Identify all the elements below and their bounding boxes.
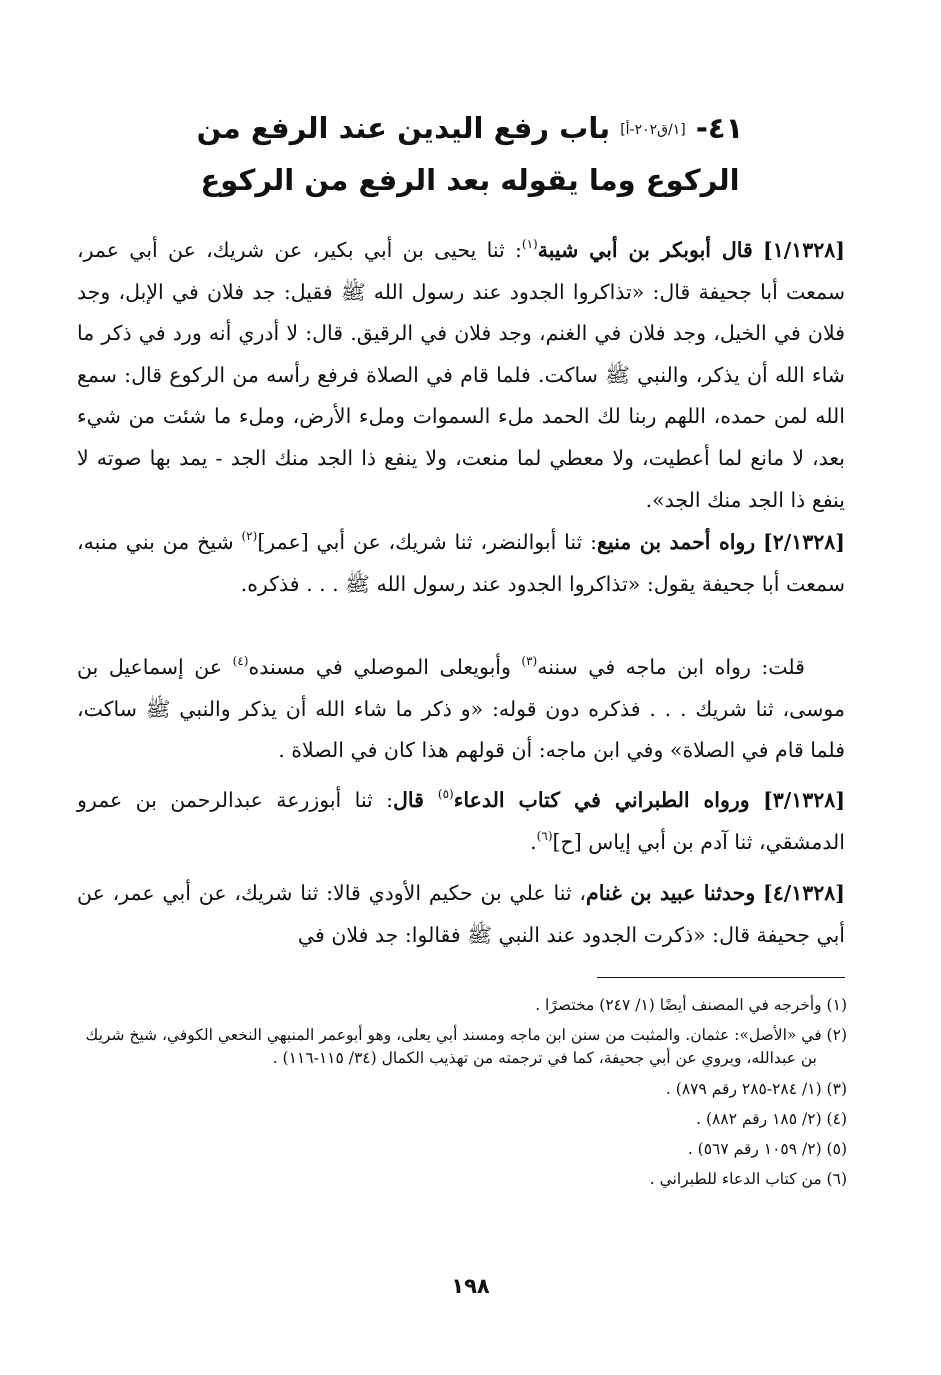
footnote-5: (٥) (٢/ ١٠٥٩ رقم ٥٦٧) .	[687, 1140, 847, 1158]
hadith-body-2a: : ثنا أبوالنضر، ثنا شريك، عن أبي [عمر]	[257, 530, 598, 554]
footnote-marker-3: (٣)	[521, 654, 538, 668]
hadith-body-2b: شيخ من بني منبه، سمعت أبا جحيفة يقول: «تذاكروا الجدود عند رسول الله ﷺ . . . فذكره.	[77, 530, 845, 596]
commentary-paragraph	[77, 647, 845, 772]
footnote-marker-1: (١)	[521, 237, 538, 251]
footnote-marker-2: (٢)	[241, 529, 258, 543]
hadith-body-3a: : ثنا أبوزرعة عبدالرحمن بن عمرو الدمشقي، ثنا آدم بن أبي إياس [ح]	[77, 788, 845, 854]
hadith-ref-2: [٢/١٣٢٨]	[763, 530, 845, 554]
hadith-ref-4: [٤/١٣٢٨]	[763, 881, 845, 905]
commentary-body-c: عن إسماعيل بن موسى، ثنا شريك . . . فذكره دون قوله: «و ذكر ما شاء الله أن يذكر والنبي ﷺ ساكت، فلما قام في الصلاة» وفي ابن ماجه: أن قولهم هذا كان في الصلاة .	[77, 655, 845, 763]
hadith-ref-1: [١/١٣٢٨]	[763, 238, 845, 262]
hadith-lead-3b: قال	[392, 788, 438, 812]
hadith-paragraph-1	[77, 230, 845, 521]
hadith-lead-4: وحدثنا عبيد بن غنام	[586, 881, 756, 905]
chapter-number: ٤١-	[695, 111, 744, 145]
footnotes	[77, 990, 847, 1194]
hadith-lead-3: ورواه الطبراني في كتاب الدعاء	[453, 788, 750, 812]
chapter-title-line-1	[150, 102, 790, 156]
hadith-body-3b: .	[530, 829, 537, 854]
footnote-separator	[597, 977, 845, 978]
footnote-marker-5: (٥)	[437, 787, 454, 801]
hadith-lead-1: قال أبوبكر بن أبي شيبة	[537, 238, 753, 262]
footnote-3: (٣) (١/ ٢٨٤-٢٨٥ رقم ٨٧٩) .	[665, 1080, 847, 1098]
hadith-body-4: ، ثنا علي بن حكيم الأودي قالا: ثنا شريك، عن أبي عمر، عن أبي جحيفة قال: «ذكرت الجدود عند النبي ﷺ فقالوا: جد فلان في	[77, 881, 845, 947]
hadith-paragraph-2	[77, 522, 845, 605]
commentary-body-a: قلت: رواه ابن ماجه في سننه	[537, 655, 805, 679]
footnote-marker-6: (٦)	[536, 828, 553, 843]
chapter-title-line-2	[150, 154, 790, 206]
footnote-2: (٢) في «الأصل»: عثمان. والمثبت من سنن ابن ماجه ومسند أبي يعلى، وهو أبوعمر المنبهي النخعي الكوفي، شيخ شريك بن عبدالله، ويروي عن أبي جحيفة، كما في ترجمته من تهذيب الكمال (٣٤/ ١١٥-١١٦) .	[85, 1026, 847, 1067]
hadith-paragraph-3	[77, 780, 845, 863]
footnote-1: (١) وأخرجه في المصنف أيضًا (١/ ٢٤٧) مختصرًا .	[535, 996, 847, 1014]
manuscript-reference: [١/ق٢٠٢-أ]	[620, 122, 686, 138]
hadith-lead-2: رواه أحمد بن منيع	[597, 530, 756, 554]
hadith-ref-3: [٣/١٣٢٨]	[763, 788, 846, 812]
footnote-marker-4: (٤)	[232, 654, 249, 668]
chapter-title-text-1: باب رفع اليدين عند الرفع من	[196, 111, 611, 145]
page-number: ١٩٨	[451, 1274, 490, 1298]
commentary-body-b: وأبويعلى الموصلي في مسنده	[248, 655, 522, 679]
hadith-paragraph-4	[77, 873, 845, 956]
footnote-4: (٤) (٢/ ١٨٥ رقم ٨٨٢) .	[696, 1110, 847, 1128]
footnote-6: (٦) من كتاب الدعاء للطبراني .	[649, 1170, 847, 1188]
chapter-title-text-2: الركوع وما يقوله بعد الرفع من الركوع	[200, 163, 740, 197]
hadith-body-1: : ثنا يحيى بن أبي بكير، عن شريك، عن أبي عمر، سمعت أبا جحيفة قال: «تذاكروا الجدود عند رسول الله ﷺ فقيل: جد فلان في الإبل، وجد فلان في الخيل، وجد فلان في الغنم، وجد فلان في الرقيق. قال: لا أدري أنه ورد في ذكر ما شاء الله أن يذكر، والنبي ﷺ ساكت. فلما قام في الصلاة فرفع رأسه من الركوع قال: سمع الله لمن حمده، اللهم ربنا لك الحمد ملء السموات وملء الأرض، وملء ما شئت من شيء بعد، لا مانع لما أعطيت، ولا معطي لما منعت، ولا ينفع ذا الجد منك الجد - يمد بها صوته لا ينفع ذا الجد منك الجد».	[77, 238, 845, 512]
